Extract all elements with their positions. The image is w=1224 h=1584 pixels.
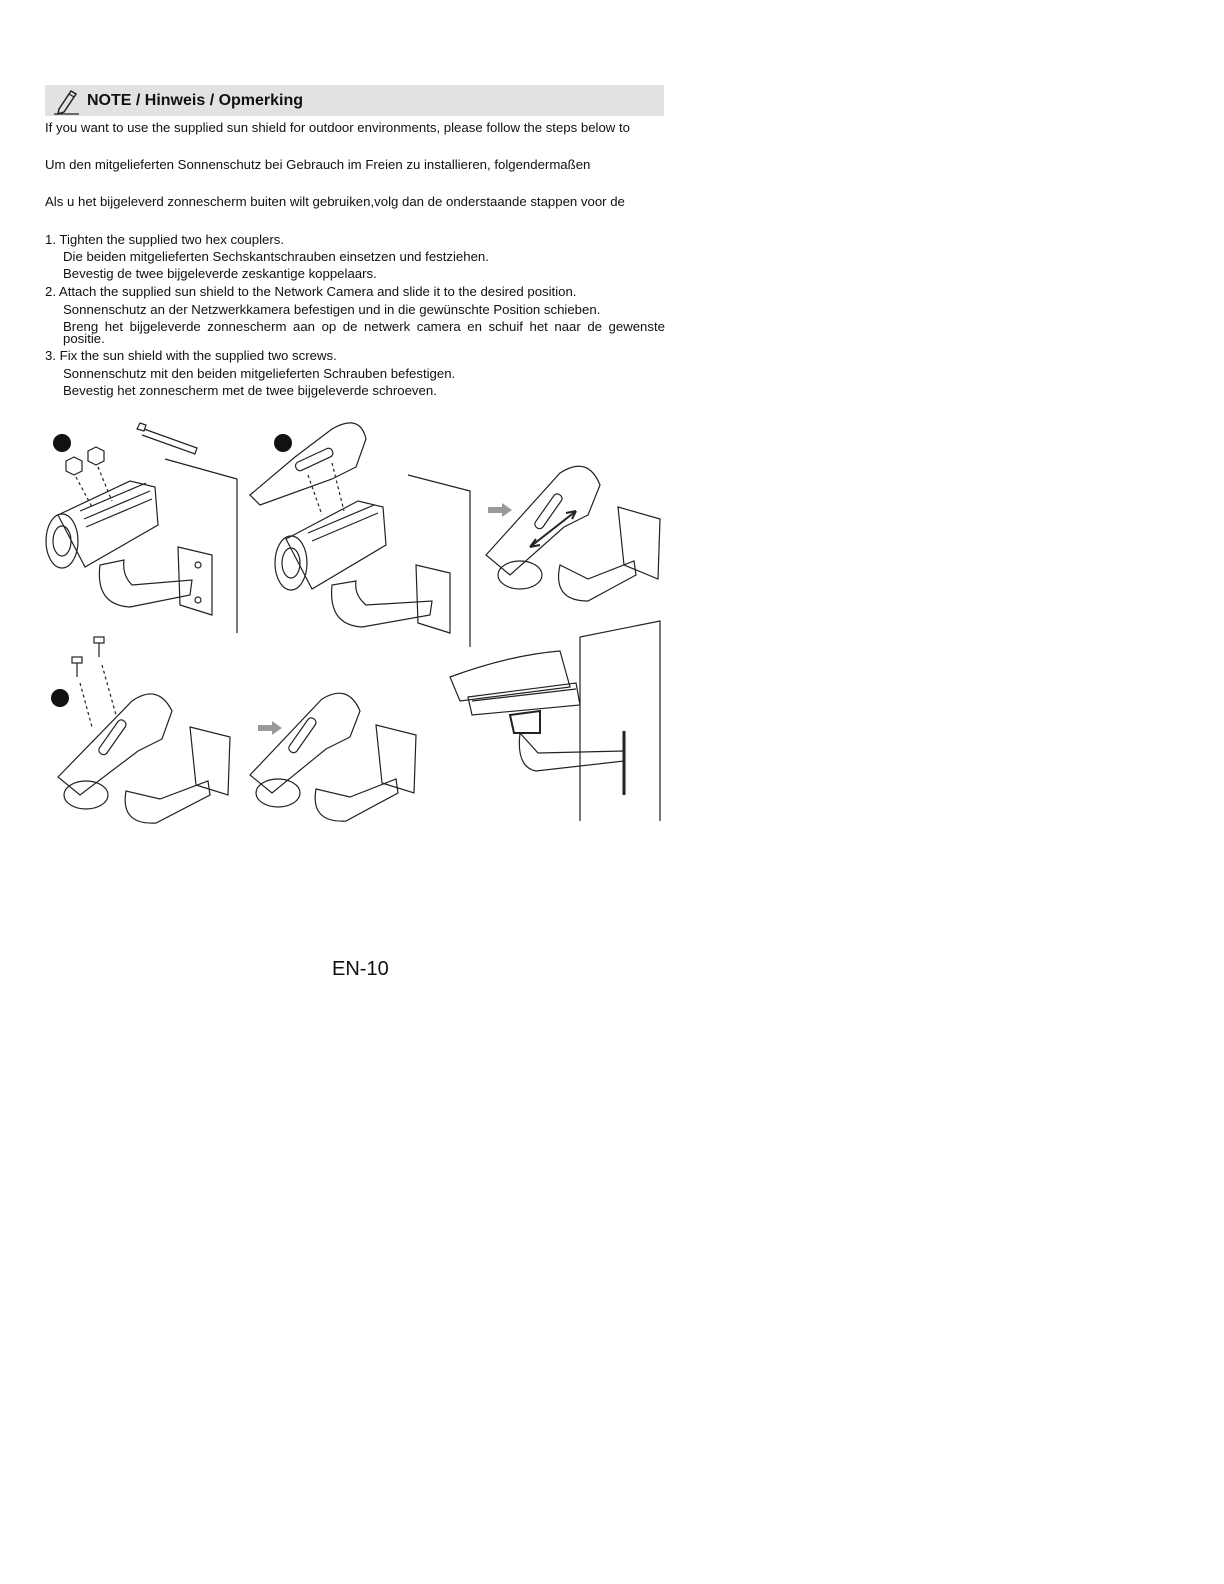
arrow-icon-2 [258, 721, 282, 735]
wrench-icon [137, 423, 197, 454]
arrow-icon [488, 503, 512, 517]
step-2-de: Sonnenschutz an der Netzwerkkamera befestigen und in die gewünschte Position schieben. [63, 302, 601, 317]
intro-de: Um den mitgelieferten Sonnenschutz bei Gebrauch im Freien zu installieren, folgendermaßen [45, 157, 591, 172]
step-1-nl: Bevestig de twee bijgeleverde zeskantige koppelaars. [63, 266, 377, 281]
panel-step-2-slide [486, 466, 660, 601]
hex-coupler-icon [66, 447, 104, 475]
page-number: EN-10 [332, 958, 389, 980]
step-1-en: 1. Tighten the supplied two hex couplers. [45, 232, 284, 247]
panel-step-3 [51, 637, 230, 823]
step-2-marker [274, 434, 292, 452]
screw-icon [72, 637, 104, 677]
installation-illustration [40, 415, 670, 830]
step-3-de: Sonnenschutz mit den beiden mitgelieferten Schrauben befestigen. [63, 366, 456, 381]
intro-en: If you want to use the supplied sun shield for outdoor environments, please follow the steps below to [45, 120, 630, 135]
pencil-icon [51, 87, 81, 115]
panel-mounted [450, 621, 660, 821]
step-2-nl: Breng het bijgeleverde zonnescherm aan op de netwerk camera en schuif het naar de gewenste [63, 319, 665, 334]
camera-body [46, 481, 158, 568]
intro-nl: Als u het bijgeleverd zonnescherm buiten wilt gebruiken,volg dan de onderstaande stappen voor de [45, 194, 625, 209]
sun-shield [250, 423, 366, 505]
note-title: NOTE / Hinweis / Opmerking [87, 91, 304, 109]
camera-body-2 [275, 501, 386, 590]
panel-result [250, 693, 416, 821]
step-1-de: Die beiden mitgelieferten Sechskantschrauben einsetzen und festziehen. [63, 249, 489, 264]
step-3-en: 3. Fix the sun shield with the supplied two screws. [45, 348, 337, 363]
step-2-nl-cont: positie. [63, 331, 105, 346]
panel-step-2 [250, 423, 470, 647]
note-header [45, 85, 664, 116]
step-1-marker [53, 434, 71, 452]
wall-bracket-2 [332, 565, 450, 633]
step-2-en: 2. Attach the supplied sun shield to the Network Camera and slide it to the desired position. [45, 284, 577, 299]
wall-bracket [99, 547, 212, 615]
step-3-nl: Bevestig het zonnescherm met de twee bijgeleverde schroeven. [63, 383, 437, 398]
step-3-marker [51, 689, 69, 707]
panel-step-1 [46, 423, 237, 633]
